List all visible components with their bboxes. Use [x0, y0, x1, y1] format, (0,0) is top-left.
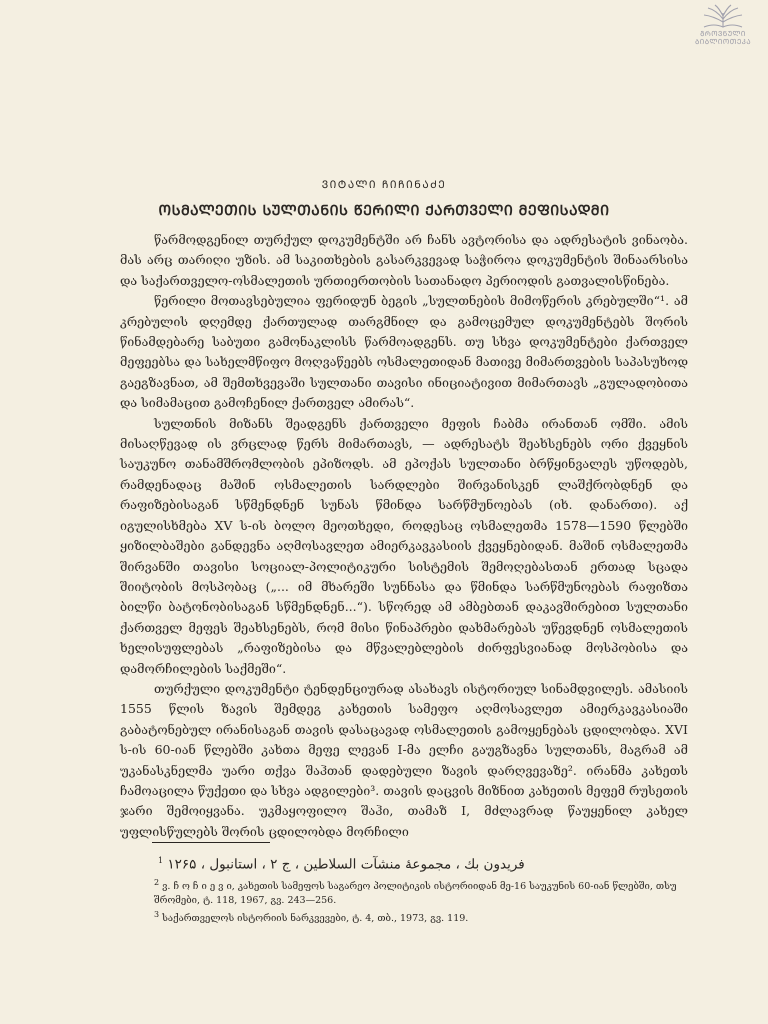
stamp-text-line-1: ᲒᲠᲝᲕᲜᲣᲚᲘ	[700, 30, 746, 38]
body-paragraph-3: სულთნის მიზანს შეადგენს ქართველი მეფის ჩაბმა ირანთან ომში. ამის მისაღწევად ის ვრცლად წერს მიმართავს, — ადრესატს შეახსენებს ორი ქვეყნის საუკუნო თანამშრომლობის ეპიზოდს. ამ ეპოქას სულთანი ბრწყინვალეს უწოდებს, რამდენადაც მაშინ ოსმალეთის სარდლები შირვანისკენ ლაშქრობდნენ და რაფიზებისაგან სწმენდნენ სუნას წმინდა სარწმუნოებას (იხ. დანართი). აქ იგულისხმება XV ს-ის ბოლო მეოთხედი, როდესაც ოსმალეთმა 1578—1590 წლებში ყიზილბაშები განდევნა აღმოსავლეთ ამიერკავკასიის ქვეყნებიდან. მაშინ ოსმალეთმა შირვანში თავისი სოციალ-პოლიტიკური სისტემის შემოღებასთან ერთად სცადა შიიტობის მოსპობაც („... იმ მხარეში სუნნასა და წმინდა სარწმუნოებას რაფიზთა ბილწი ბატონობისაგან სწმენდნენ...“). სწორედ ამ ამბებთან დაკავშირებით სულთანი ქართველ მეფეს შეახსენებს, რომ მისი წინაპრები დახმარებას უწევდნენ ოსმალეთის ხელისუფლებას „რაფიზებისა და მწვალებლების ძირფესვიანად მოსპობისა და დამორჩილების საქმეში“.	[120, 415, 688, 676]
body-paragraph-1: წარმოდგენილ თურქულ დოკუმენტში არ ჩანს ავტორისა და ადრესატის ვინაობა. მას არც თარიღი უზის. ამ საკითხების გასარკვევად საჭიროა დოკუმენტის შინაარსისა და საქართველო-ოსმალეთის ურთიერთობის სათანადო პერიოდის გათვალისწინება.	[120, 232, 688, 288]
footnote-2	[120, 876, 688, 908]
footnote-separator	[152, 842, 270, 843]
body-paragraph-2: წერილი მოთავსებულია ფერიდუნ ბეგის „სულთნების მიმოწერის კრებულში“¹. ამ კრებულის დღემდე ქართულად თარგმნილ და გამოცემულ დოკუმენტებს შორის წინამდებარე საბუთი გამონაკლისს წარმოადგენს. თუ სხვა დოკუმენტები ქართველ მეფეებსა და სახელმწიფო მოღვაწეებს ოსმალეთიდან მათივე მიმართვების საპასუხოდ გაეგზავნათ, ამ შემთხვევაში სულთანი თავისი ინიციატივით მიმართავს „გულადობითა და სიმამაცით გამოჩენილ ქართველ ამირას“.	[120, 293, 688, 411]
body-paragraph-4: თურქული დოკუმენტი ტენდენციურად ასახავს ისტორიულ სინამდვილეს. ამასიის 1555 წლის ზავის შემდეგ კახეთის სამეფო აღმოსავლეთ ამიერკავკასიაში გაბატონებულ ირანისაგან თავის დასაცავად ოსმალეთის გამოყენებას ცდილობდა. XVI ს-ის 60-იან წლებში კახთა მეფე ლევან I-მა ელჩი გაუგზავნა სულთანს, მაგრამ ამ უკანასკნელმა უარი თქვა შაჰთან დადებული ზავის დარღვევაზე². ირანმა კახეთს ჩამოაცილა წუქეთი და სხვა ადგილები³. თავის დაცვის მიზნით კახეთის მეფემ რუსეთის ჯარი შემოიყვანა. უკმაყოფილო შაჰი, თამაზ I, მძლავრად წაუყენილ კახელ უფლისწულებს შორის ცდილობდა მორჩილი	[120, 680, 688, 839]
footnote-3-text: საქართველოს ისტორიის ნარკვევები, ტ. 4, თბ., 1973, გვ. 119.	[162, 912, 469, 924]
book-emblem-icon	[698, 4, 748, 30]
footnote-1-text: فريدون بك ، مجموعهٔ منشآت السلاطين ، ج ۲ ، استانبول ، ۱۲۶۵	[167, 856, 525, 873]
footnote-2-number: 2	[154, 877, 160, 887]
article-author: ᲕᲘᲢᲐᲚᲘ ᲩᲘᲩᲘᲜᲐᲫᲔ	[321, 179, 447, 191]
footnotes	[120, 850, 688, 926]
footnote-3	[120, 908, 688, 926]
library-stamp	[683, 4, 763, 46]
footnote-1-number: 1	[158, 856, 164, 865]
article-title: ᲝᲡᲛᲐᲚᲔᲗᲘᲡ ᲡᲣᲚᲗᲐᲜᲘᲡ ᲬᲔᲠᲘᲚᲘ ᲥᲐᲠᲗᲕᲔᲚᲘ ᲛᲔᲤᲘᲡᲐᲓᲛᲘ	[158, 203, 610, 219]
article-body	[120, 230, 688, 842]
footnote-3-number: 3	[154, 909, 160, 919]
footnote-2-text: ვ. ჩ ო ჩ ი ე ვ ი, კახეთის სამეფოს საგარეო პოლიტიკის ისტორიიდან მე-16 საუკუნის 60-იან წლებში, თსუ შრომები, ტ. 118, 1967, გვ. 243—256.	[154, 880, 677, 906]
stamp-text-line-2: ᲑᲘᲑᲚᲘᲝᲗᲔᲙᲐ	[694, 38, 752, 46]
footnote-1	[120, 850, 688, 876]
